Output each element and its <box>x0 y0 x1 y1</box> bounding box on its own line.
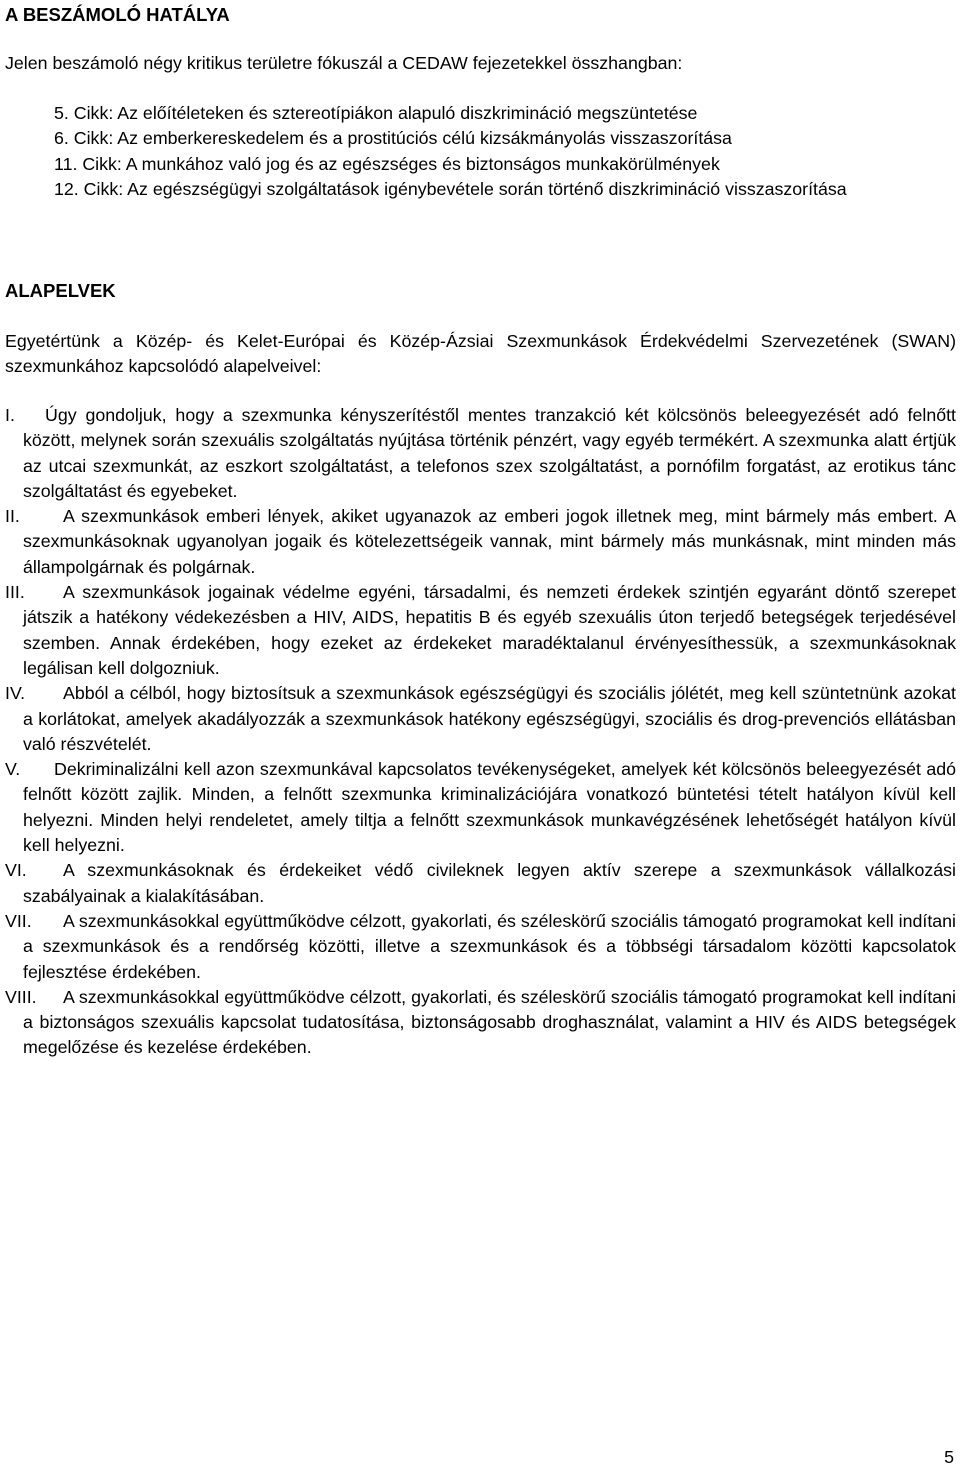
page-number: 5 <box>944 1447 954 1467</box>
principle-text: A szexmunkásokkal együttműködve célzott, gyakorlati, és széleskörű szociális támogató programokat kell indítani a szexmunkások és a rendőrség közötti, illetve a szexmunkások és a többségi társadalom közötti kapcsolatok fejlesztése érdekében. <box>23 910 956 982</box>
principles-list <box>5 403 956 1061</box>
principle-text: Úgy gondoljuk, hogy a szexmunka kényszerítéstől mentes tranzakció két kölcsönös beleegyezését adó felnőtt között, melynek során szexuális szolgáltatás nyújtása történik pénzért, vagy egyéb termékért. A szexmunka alatt értjük az utcai szexmunkát, az eszkort szolgáltatást, a telefonos szex szolgáltatást, a pornófilm forgatást, az erotikus tánc szolgáltatást és egyebeket. <box>23 405 956 501</box>
principle-item <box>5 403 956 504</box>
principle-number: VIII. <box>5 986 37 1007</box>
principle-number: V. <box>5 759 21 780</box>
principle-text: A szexmunkások emberi lények, akiket ugyanazok az emberi jogok illetnek meg, mint bármely más embert. A szexmunkásoknak ugyanolyan jogaik és kötelezettségeik vannak, mint bármely más munkásnak, mint minden más állampolgárnak és polgárnak. <box>23 506 956 577</box>
principle-number: I. <box>5 405 15 425</box>
principle-item <box>5 985 956 1061</box>
principle-item <box>5 757 956 858</box>
principle-item <box>5 909 956 985</box>
principle-number: VII. <box>5 910 32 931</box>
principle-item <box>5 858 956 909</box>
topic-item: 12. Cikk: Az egészségügyi szolgáltatások igénybevétele során történő diszkrimináció visszaszorítása <box>54 178 847 199</box>
section-title: A BESZÁMOLÓ HATÁLYA <box>5 4 230 25</box>
intro-text: Jelen beszámoló négy kritikus területre fókuszál a CEDAW fejezetekkel összhangban: <box>5 53 683 73</box>
principle-text: A szexmunkásoknak és érdekeiket védő civileknek legyen aktív szerepe a szexmunkások vállalkozási szabályainak a kialakításában. <box>23 860 956 906</box>
principle-text: A szexmunkások jogainak védelme egyéni, társadalmi, és nemzeti érdekek szintjén egyaránt döntő szerepet játszik a hatékony védekezésben a HIV, AIDS, hepatitis B és egyéb szexuális úton terjedő betegségek terjedésével szemben. Annak érdekében, hogy ezeket az érdekeket maradéktalanul érvényesíthessük, a szexmunkásoknak legálisan kell dolgozniuk. <box>23 582 956 678</box>
principles-lead: Egyetértünk a Közép- és Kelet-Európai és Közép-Ázsiai Szexmunkások Érdekvédelmi Szervezetének (SWAN) szexmunkához kapcsolódó alapelveivel: <box>5 331 956 377</box>
principle-text: Abból a célból, hogy biztosítsuk a szexmunkások egészségügyi és szociális jólétét, meg kell szüntetnünk azokat a korlátokat, amelyek akadályozzák a szexmunkások hatékony egészségügyi, szociális és drog-prevenciós ellátásban való részvételét. <box>23 683 956 754</box>
principles-title: ALAPELVEK <box>5 280 116 301</box>
principle-item <box>5 681 956 757</box>
topic-item: 5. Cikk: Az előítéleteken és sztereotípiákon alapuló diszkrimináció megszüntetése <box>54 103 698 123</box>
principle-number: III. <box>5 582 25 603</box>
principle-item <box>5 580 956 681</box>
topic-item: 6. Cikk: Az emberkereskedelem és a prostitúciós célú kizsákmányolás visszaszorítása <box>54 128 732 149</box>
principle-number: II. <box>5 506 20 527</box>
topic-item: 11. Cikk: A munkához való jog és az egészséges és biztonságos munkakörülmények <box>54 153 720 174</box>
principle-number: IV. <box>5 683 26 704</box>
topics-list <box>5 101 956 202</box>
principle-number: VI. <box>5 860 27 881</box>
principle-item <box>5 504 956 580</box>
principle-text: Dekriminalizálni kell azon szexmunkával kapcsolatos tevékenységeket, amelyek két kölcsönös beleegyezését adó felnőtt között zajlik. Minden, a felnőtt szexmunka kriminalizációjára vonatkozó büntetési tételt hatályon kívül kell helyezni. Minden helyi rendeletet, amely tiltja a felnőtt szexmunkások munkavégzésének lehetőségét hatályon kívül kell helyezni. <box>23 759 956 856</box>
principle-text: A szexmunkásokkal együttműködve célzott, gyakorlati, és széleskörű szociális támogató programokat kell indítani a biztonságos szexuális kapcsolat tudatosítása, biztonságosabb droghasználat, valamint a HIV és AIDS betegségek megelőzése és kezelése érdekében. <box>23 986 956 1058</box>
